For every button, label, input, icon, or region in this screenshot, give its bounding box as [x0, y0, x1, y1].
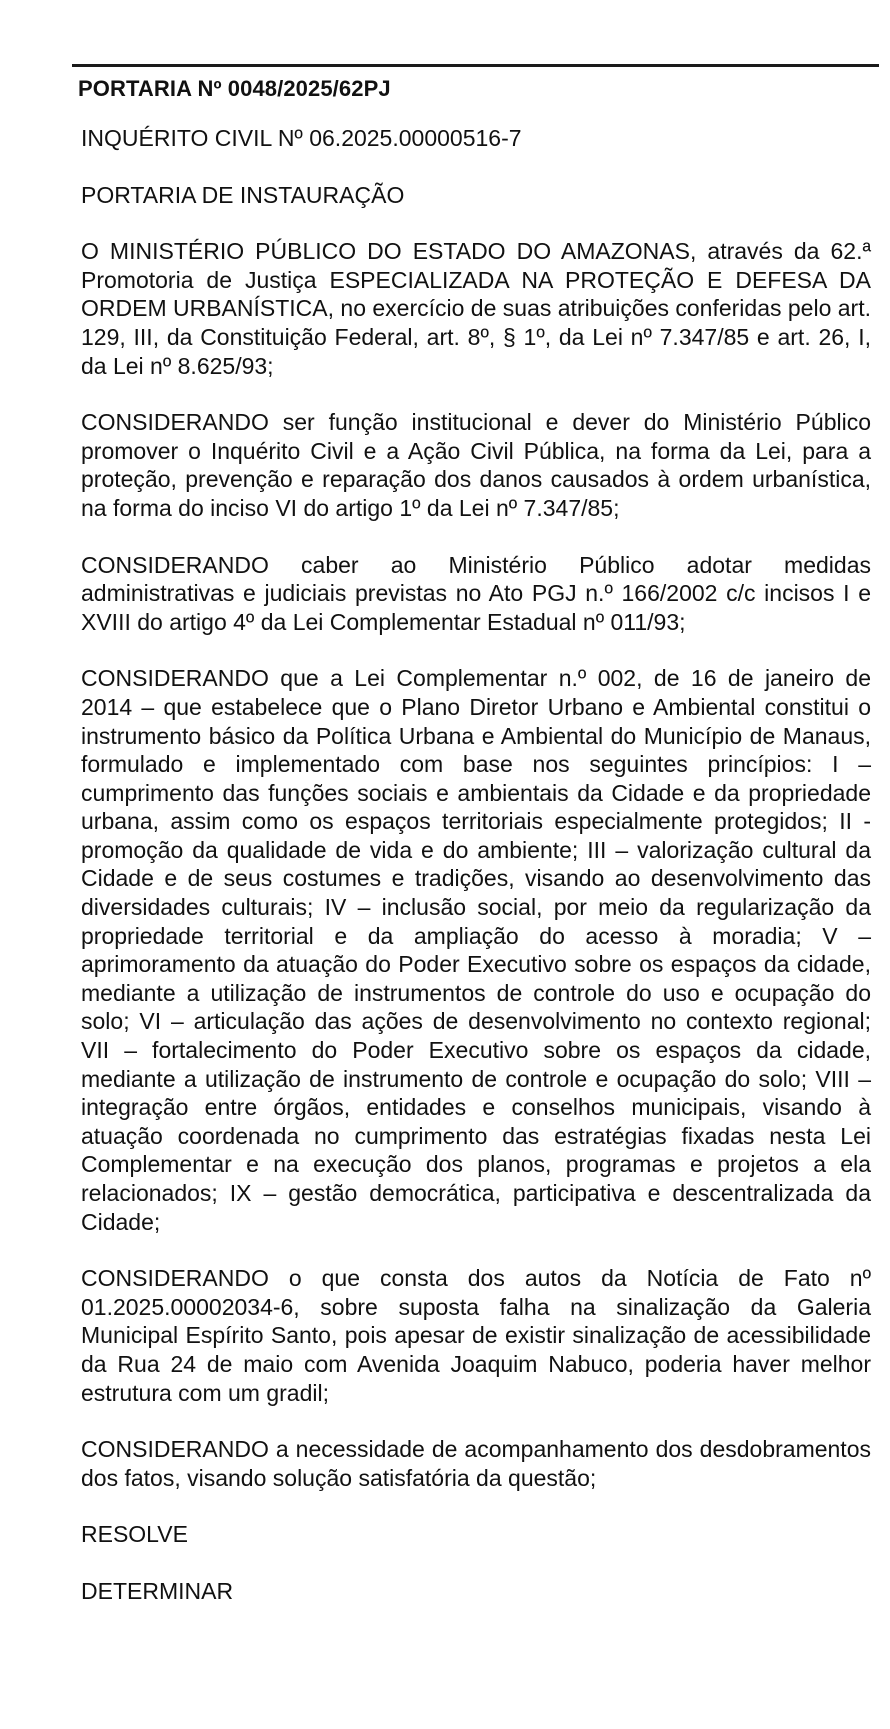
portaria-title: PORTARIA Nº 0048/2025/62PJ — [78, 76, 391, 101]
considerando-paragraph-3: CONSIDERANDO que a Lei Complementar n.º 002, de 16 de janeiro de 2014 – que estabelece que o Plano Diretor Urbano e Ambiental constitui o instrumento básico da Política Urbana e Ambiental do Município de Manaus, formulado e implementado com base nos seguintes princípios: I – cumprimento das funções sociais e ambientais da Cidade e da propriedade urbana, assim como os espaços territoriais especialmente protegidos; II - promoção da qualidade de vida e do ambiente; III – valorização cultural da Cidade e de seus costumes e tradições, visando ao desenvolvimento das diversidades culturais; IV – inclusão social, por meio da regularização da propriedade territorial e da ampliação do acesso à moradia; V – aprimoramento da atuação do Poder Executivo sobre os espaços da cidade, mediante a utilização de instrumentos de controle do uso e ocupação do solo; VI – articulação das ações de desenvolvimento no contexto regional; VII – fortalecimento do Poder Executivo sobre os espaços da cidade, mediante a utilização de instrumento de controle e ocupação do solo; VIII – integração entre órgãos, entidades e conselhos municipais, visando à atuação coordenada no cumprimento das estratégias fixadas nesta Lei Complementar e na execução dos planos, programas e projetos a ela relacionados; IX – gestão democrática, participativa e descentralizada da Cidade; — [81, 665, 871, 1235]
preamble-paragraph: O MINISTÉRIO PÚBLICO DO ESTADO DO AMAZONAS, através da 62.ª Promotoria de Justiça ESPECIALIZADA NA PROTEÇÃO E DEFESA DA ORDEM URBANÍSTICA, no exercício de suas atribuições conferidas pelo art. 129, III, da Constituição Federal, art. 8º, § 1º, da Lei nº 7.347/85 e art. 26, I, da Lei nº 8.625/93; — [81, 238, 871, 379]
portaria-subtitle: PORTARIA DE INSTAURAÇÃO — [81, 181, 405, 208]
considerando-paragraph-2: CONSIDERANDO caber ao Ministério Público adotar medidas administrativas e judiciais previstas no Ato PGJ n.º 166/2002 c/c incisos I e XVIII do artigo 4º da Lei Complementar Estadual nº 011/93; — [81, 551, 871, 635]
resolve-label: RESOLVE — [81, 1521, 188, 1548]
header-divider — [72, 64, 879, 67]
document-body — [81, 124, 871, 1634]
considerando-paragraph-1: CONSIDERANDO ser função institucional e dever do Ministério Público promover o Inquérito Civil e a Ação Civil Pública, na forma da Lei, para a proteção, prevenção e reparação dos danos causados à ordem urbanística, na forma do inciso VI do artigo 1º da Lei nº 7.347/85; — [81, 409, 871, 521]
inquerito-number: INQUÉRITO CIVIL Nº 06.2025.00000516-7 — [81, 125, 522, 151]
considerando-paragraph-4: CONSIDERANDO o que consta dos autos da Notícia de Fato nº 01.2025.00002034-6, sobre suposta falha na sinalização da Galeria Municipal Espírito Santo, pois apesar de existir sinalização de acessibilidade da Rua 24 de maio com Avenida Joaquim Nabuco, poderia haver melhor estrutura com um gradil; — [81, 1265, 871, 1406]
determinar-label: DETERMINAR — [81, 1577, 234, 1604]
considerando-paragraph-5: CONSIDERANDO a necessidade de acompanhamento dos desdobramentos dos fatos, visando solução satisfatória da questão; — [81, 1436, 871, 1491]
